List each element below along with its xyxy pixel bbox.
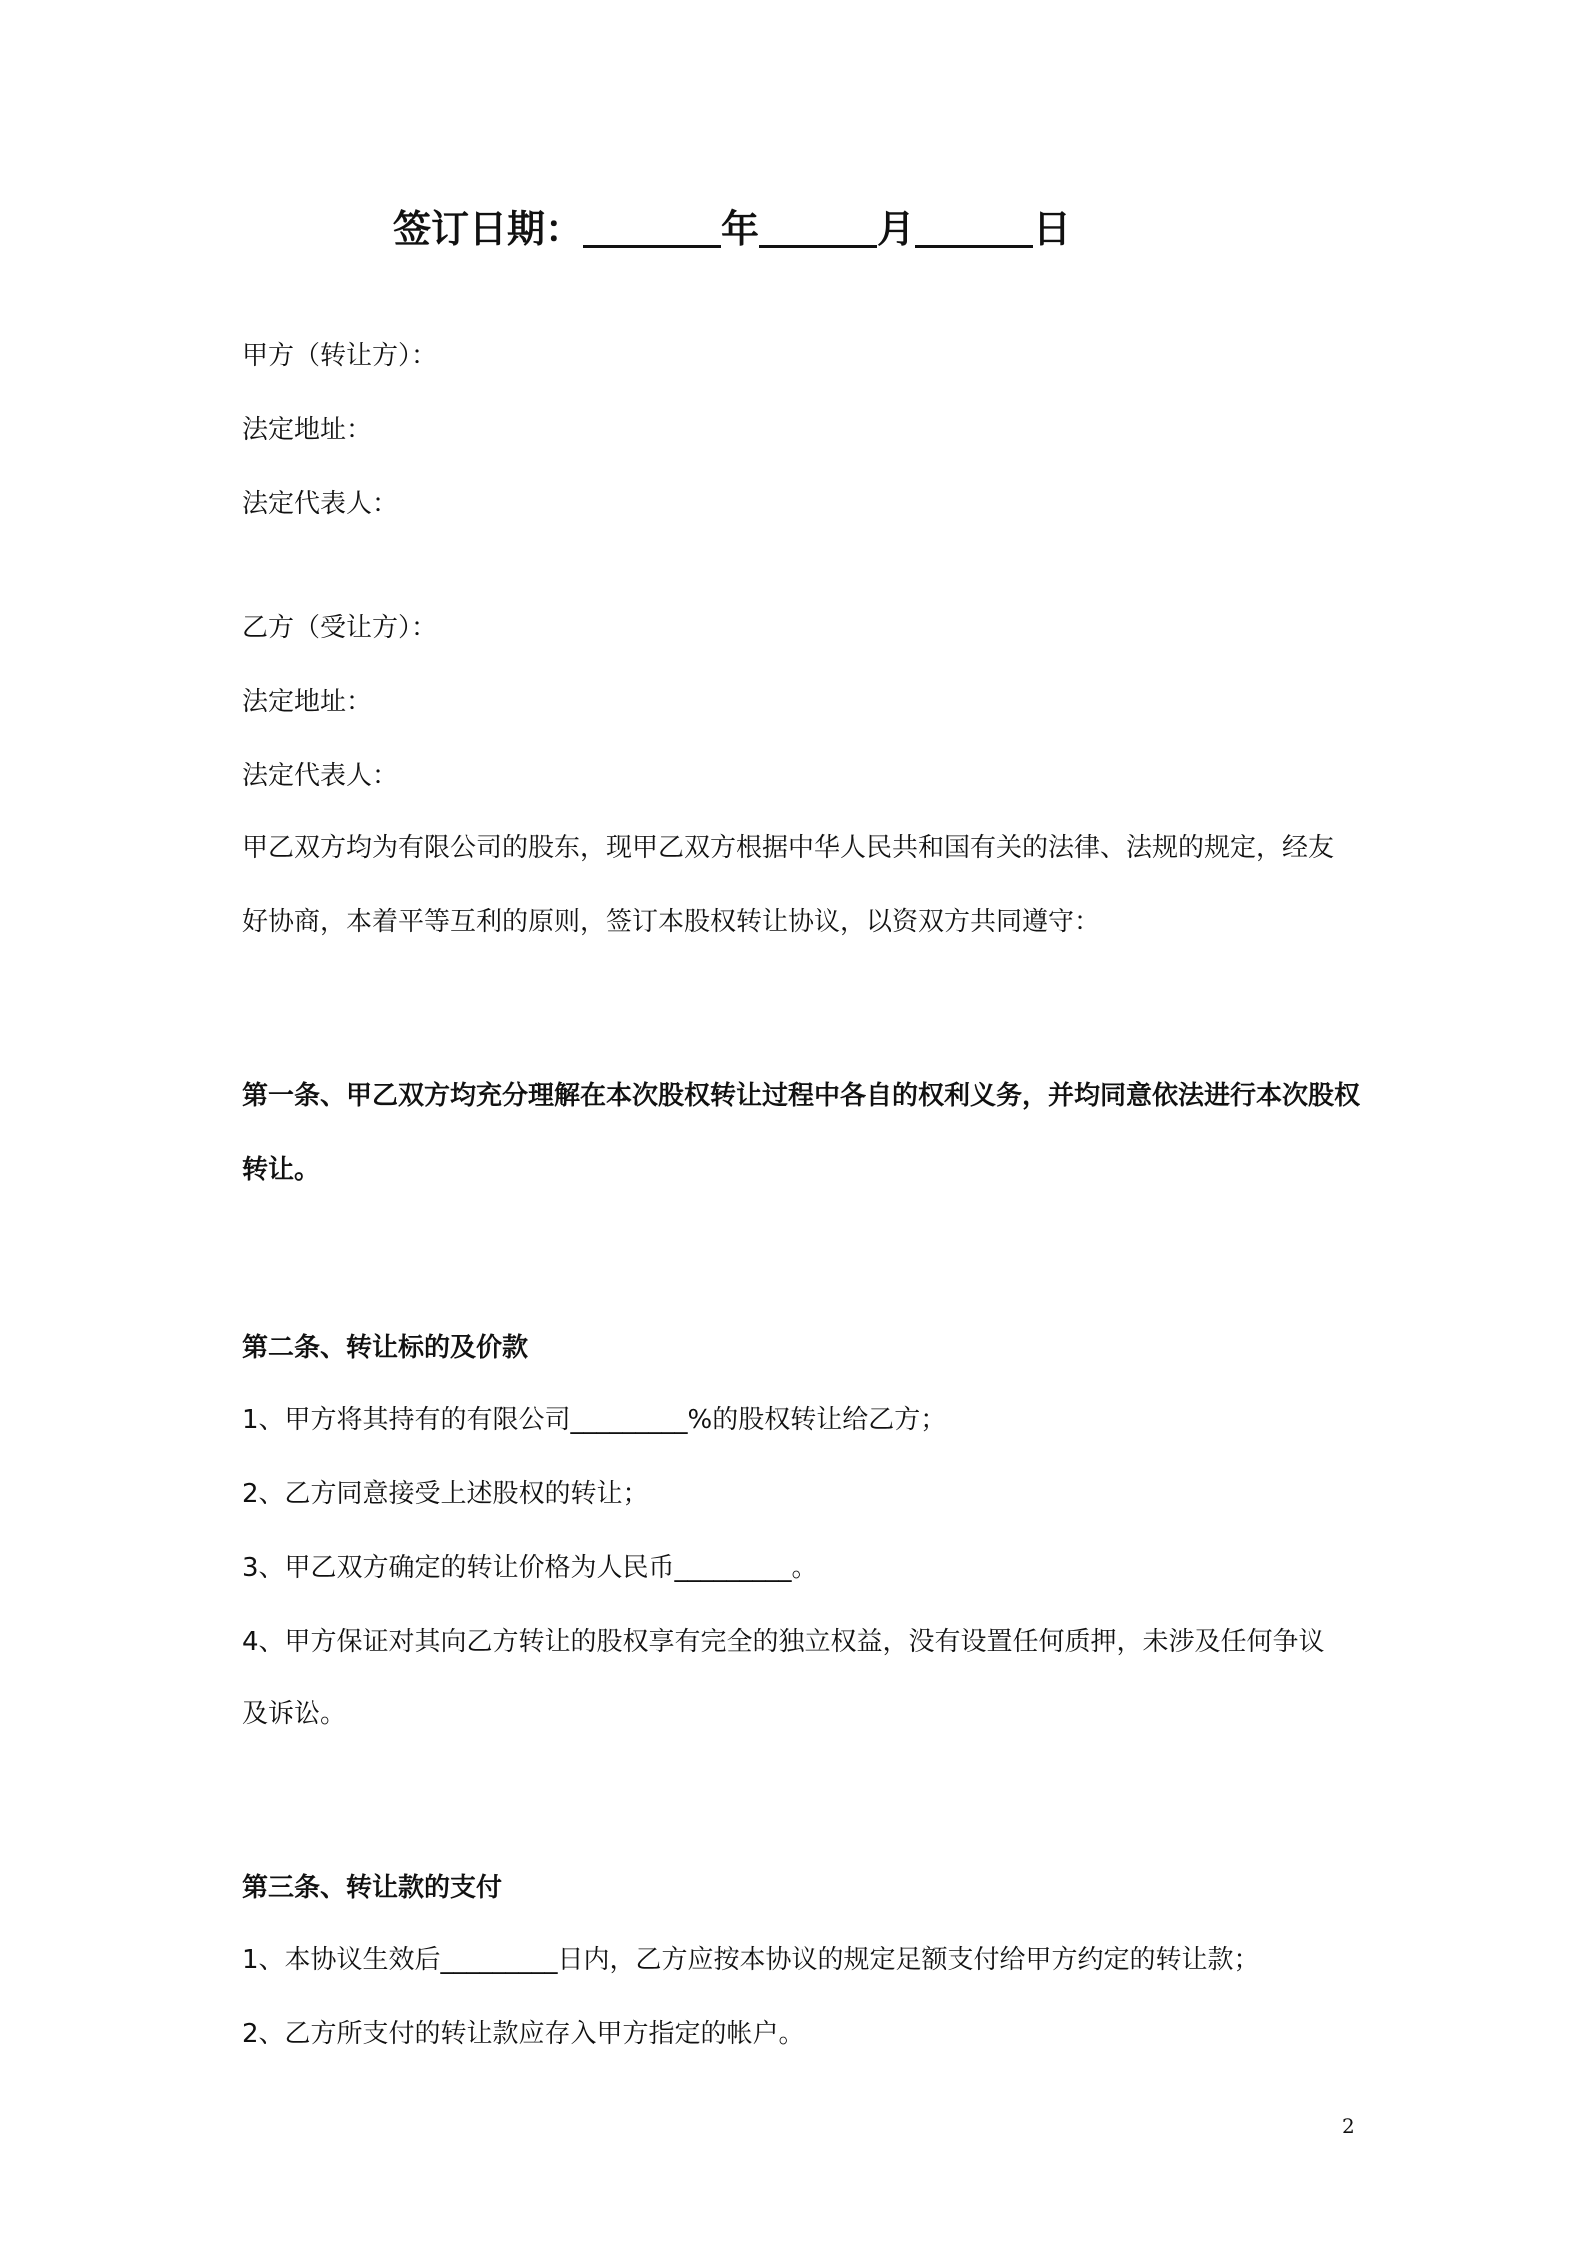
article-1-line-2: 转让。: [242, 1155, 321, 1185]
page-number: 2: [1342, 2114, 1355, 2138]
article-1-line-1: 第一条、甲乙双方均充分理解在本次股权转让过程中各自的权利义务，并均同意依法进行本次股权: [242, 1081, 1361, 1111]
article-2-title: 第二条、转让标的及价款: [242, 1333, 529, 1363]
intro-line-2: 好协商，本着平等互利的原则，签订本股权转让协议，以资双方共同遵守：: [242, 907, 1101, 937]
party-a-address: 法定地址：: [242, 415, 373, 445]
article-2-item-4-cont: 及诉讼。: [242, 1699, 347, 1729]
month-blank: [759, 205, 877, 248]
month-label: 月: [877, 207, 916, 251]
year-label: 年: [721, 207, 760, 251]
article-2-item-4: 4、甲方保证对其向乙方转让的股权享有完全的独立权益，没有设置任何质押，未涉及任何争议: [242, 1627, 1325, 1657]
party-b-title: 乙方（受让方）：: [242, 613, 438, 643]
signing-date-label: 签订日期：: [393, 207, 584, 251]
year-blank: [583, 205, 721, 248]
article-2-item-1: 1、甲方将其持有的有限公司_________%的股权转让给乙方；: [242, 1405, 947, 1435]
day-label: 日: [1033, 207, 1072, 251]
party-b-representative: 法定代表人：: [242, 761, 399, 791]
party-b-address: 法定地址：: [242, 687, 373, 717]
party-a-title: 甲方（转让方）：: [242, 341, 438, 371]
signing-date-line: [393, 205, 1071, 253]
article-3-item-2: 2、乙方所支付的转让款应存入甲方指定的帐户。: [242, 2019, 805, 2049]
article-3-title: 第三条、转让款的支付: [242, 1873, 503, 1903]
article-2-item-2: 2、乙方同意接受上述股权的转让；: [242, 1479, 649, 1509]
article-2-item-3: 3、甲乙双方确定的转让价格为人民币_________。: [242, 1553, 818, 1583]
article-3-item-1: 1、本协议生效后_________日内，乙方应按本协议的规定足额支付给甲方约定的转让款；: [242, 1945, 1260, 1975]
party-a-representative: 法定代表人：: [242, 489, 399, 519]
intro-line-1: 甲乙双方均为有限公司的股东，现甲乙双方根据中华人民共和国有关的法律、法规的规定，经友: [242, 833, 1335, 863]
day-blank: [915, 205, 1033, 248]
